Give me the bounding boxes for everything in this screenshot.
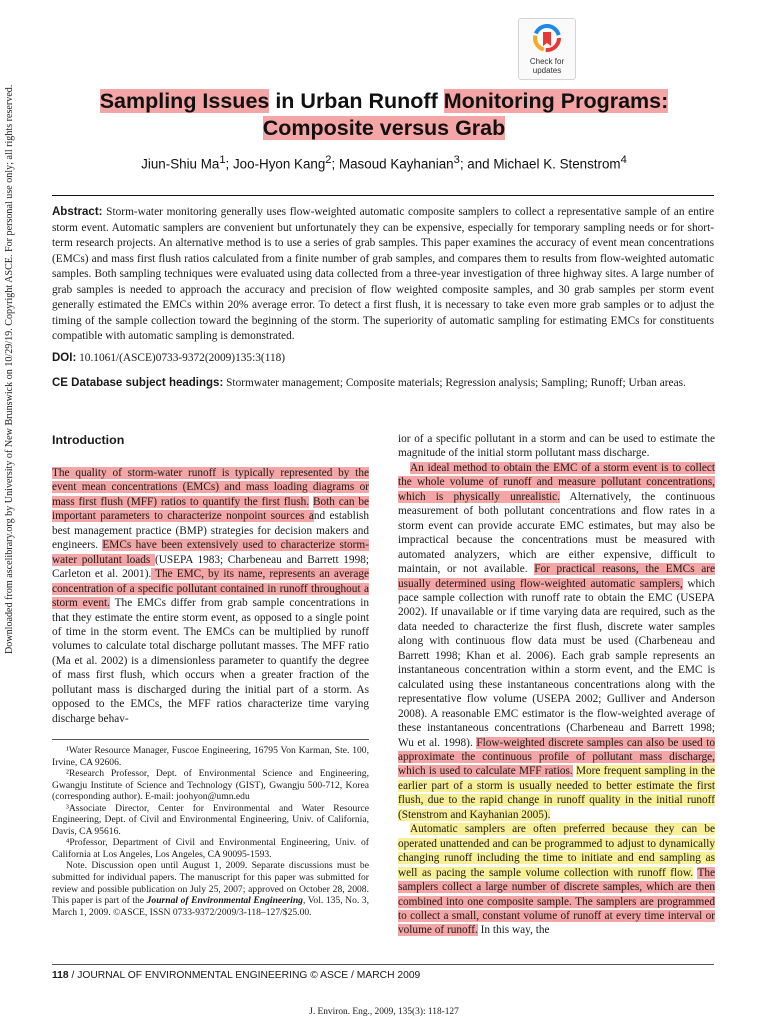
doi-line: DOI: 10.1061/(ASCE)0733-9372(2009)135:3(118)	[52, 352, 286, 364]
footer-rule	[52, 964, 714, 965]
download-watermark: Downloaded from ascelibrary.org by University of New Brunswick on 10/29/19. Copyright ASCE. For personal use only; all rights reserved.	[4, 84, 15, 654]
editorial-note: Note. Discussion open until August 1, 2009. Separate discussions must be submitted for individual papers. The manuscript for this paper was submitted for review and possible publication on July 25, 2007; approved on October 28, 2008. This paper is part of the Journal of Environmental Engineering, Vol. 135, No. 3, March 1, 2009. ©ASCE, ISSN 0733-9372/2009/3-118–127/$25.00.	[52, 860, 369, 918]
abstract-text: Storm-water monitoring generally uses flow-weighted automatic composite samplers to collect a representative sample of an entire storm event. Automatic samplers are convenient but unfortunately they can be expensive, especially for temporary sampling needs or for short-term research projects. An alternative method is to use a series of grab samples. This paper examines the accuracy of event mean concentrations (EMCs) and mass first flush ratios calculated from a finite number of grab samples, and compares them to results from flow-weighted automatic samples. Both sampling techniques were evaluated using data collected from a three-year investigation of three highway sites. A large number of grab samples is needed to approach the accuracy and precision of flow weighted composite samples, and 30 grab samples per storm event generally estimated the EMCs within 20% average error. To detect a first flush, it is necessary to take even more grab samples or to adjust the timing of the sample collection toward the beginning of the storm. The superiority of automatic sampling for estimating EMCs for constituents compatible with automatic sampling is demonstrated.	[52, 206, 714, 343]
footnote-rule	[52, 739, 369, 740]
intro-paragraph-1: The quality of storm-water runoff is typically represented by the event mean concentrations (EMCs) and mass loading diagrams or mass first flush (MFF) ratios to quantify the first flush. Both can be important parameters to characterize nonpoint sources and establish best management practice (BMP) strategies for decision makers and engineers. EMCs have been extensively used to characterize storm-water pollutant loads (USEPA 1983; Charbeneau and Barrett 1998; Carleton et al. 2001). The EMC, by its name, represents an average concentration of a specific pollutant contained in runoff throughout a storm event. The EMCs differ from grab sample concentrations in that they estimate the entire storm event, as opposed to a single point of time in the storm event. The EMCs can be multiplied by runoff volumes to calculate total discharge pollutant masses. The MFF ratio (Ma et al. 2002) is a dimensionless parameter to quantify the degree of mass first flush, which occurs when a greater fraction of the pollutant mass is discharged during the initial part of a storm. As opposed to the EMCs, the MFF ratios characterize time varying discharge behav-	[52, 467, 370, 725]
footnote-1: ¹Water Resource Manager, Fuscoe Engineering, 16795 Von Karman, Ste. 100, Irvine, CA 92606.	[52, 745, 369, 768]
left-column	[52, 432, 369, 726]
footnote-2: ²Research Professor, Dept. of Environmental Science and Engineering, Gwangju Institute of Science and Technology (GIST), Gwangju 500-712, Korea (corresponding author). E-mail: joohyon@umn.edu	[52, 768, 369, 803]
body-paragraph-2: An ideal method to obtain the EMC of a storm event is to collect the whole volume of runoff and measure pollutant concentrations, which is physically unrealistic. Alternatively, the continuous measurement of both pollutant concentrations and flow rates in a storm event can provide accurate EMC estimates, but may also be impractical because the concentrations must be measured with automated analyzers, which are either expensive, difficult to maintain, or not available. For practical reasons, the EMCs are usually determined using flow-weighted automatic samplers, which pace sample collection with runoff rate to obtain the EMC (USEPA 2002). If unavailable or if time varying data are required, such as the data needed to characterize the first flush, discrete water samples along with continuous flow data must be used (Charbeneau and Barrett 1998; Khan et al. 2006). Each grab sample represents an instantaneous concentration within a storm event, and the EMC is calculated using these instantaneous concentrations along with the representative flow volume (USEPA 2002; Gulliver and Anderson 2008). A reasonable EMC estimator is the flow-weighted average of these instantaneous concentrations (Charbeneau and Barrett 1998; Wu et al. 1998). Flow-weighted discrete samples can also be used to approximate the continuous profile of pollutant mass discharge, which is used to calculate MFF ratios. More frequent sampling in the earlier part of a storm is usually needed to better estimate the first flush, due to the rapid change in runoff quality in the initial runoff (Stenstrom and Kayhanian 2005).	[398, 461, 716, 821]
body-paragraph-3: Automatic samplers are often preferred because they can be operated unattended and can be programmed to adjust to dynamically changing runoff including the time to initiate and end sampling as well as pacing the sample volume collection with runoff flow. The samplers collect a large number of discrete samples, which are then combined into one composite sample. The samplers are programmed to collect a small, constant volume of runoff at every time interval or volume of runoff. In this way, the	[398, 823, 716, 937]
abstract-label: Abstract:	[52, 206, 103, 218]
section-heading-introduction: Introduction	[52, 433, 125, 447]
author-list: Jiun-Shiu Ma$^1$; Joo-Hyon Kang$^2$; Masoud Kayhanian$^3$; and Michael K. Stenstrom$^4$	[141, 154, 627, 172]
badge-label: Check for updates	[529, 57, 565, 75]
journal-footer: 118 / JOURNAL OF ENVIRONMENTAL ENGINEERING © ASCE / MARCH 2009	[52, 970, 421, 981]
footnote-3: ³Associate Director, Center for Environmental and Water Resource Engineering, Dept. of Civil and Environmental Engineering, Univ. of California, Davis, CA 95616.	[52, 802, 369, 837]
body-paragraph-continued: ior of a specific pollutant in a storm and can be used to estimate the magnitude of the initial storm pollutant mass discharge.	[398, 433, 715, 460]
footnote-4: ⁴Professor, Department of Civil and Environmental Engineering, Univ. of California at Los Angeles, Los Angeles, CA 90095-1593.	[52, 837, 369, 860]
check-for-updates-icon	[532, 24, 562, 56]
subject-headings: CE Database subject headings: Stormwater management; Composite materials; Regression analysis; Sampling; Runoff; Urban areas.	[52, 377, 686, 389]
title-rule	[52, 195, 714, 196]
citation-line: J. Environ. Eng., 2009, 135(3): 118-127	[309, 1007, 459, 1017]
check-for-updates-badge[interactable]	[518, 18, 576, 80]
abstract	[52, 205, 714, 345]
page-number: 118	[52, 970, 69, 981]
right-column	[398, 432, 715, 938]
paper-title: Sampling Issues in Urban Runoff Monitoring Programs: Composite versus Grab	[99, 89, 669, 140]
footnotes	[52, 745, 369, 918]
